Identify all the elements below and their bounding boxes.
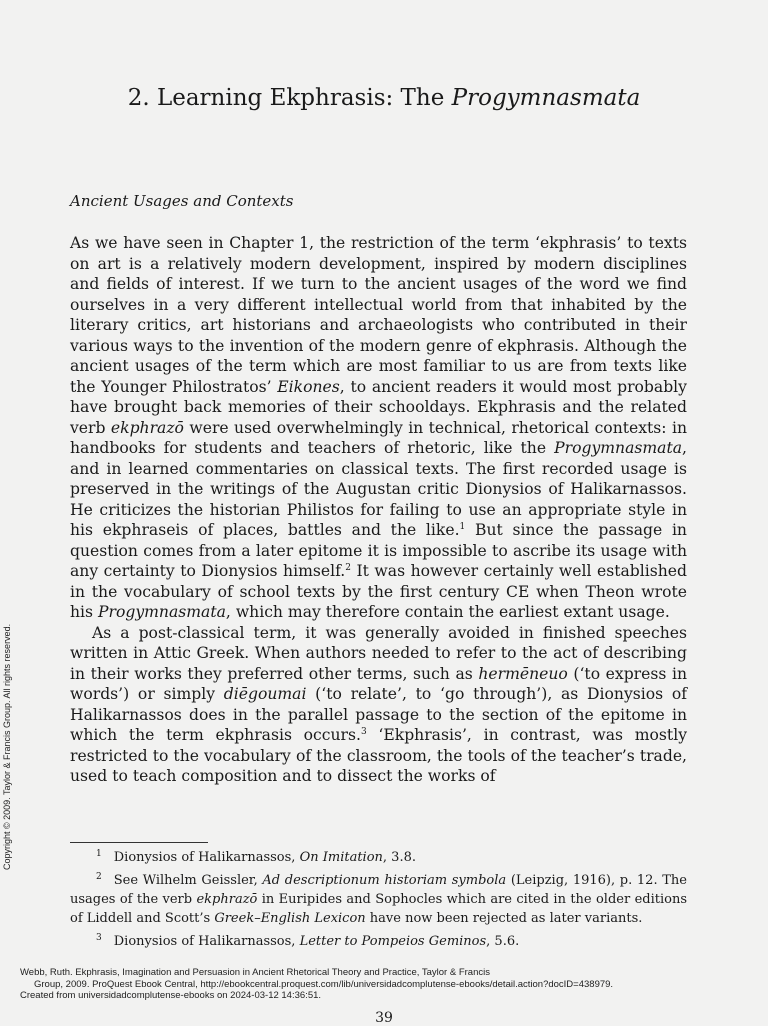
italic-text: Progymnasmata xyxy=(554,439,683,457)
page-number: 39 xyxy=(375,1010,393,1026)
text-run: have now been rejected as later variants. xyxy=(365,911,643,926)
text-run: (‘to express in words’) or simply xyxy=(70,664,687,703)
footnote-number: 3 xyxy=(96,932,102,943)
italic-text: Eikones xyxy=(277,377,340,396)
text-run: As we have seen in Chapter 1, the restriction of the term ‘ekphrasis’ to texts on art is a relatively modern development, inspired by modern disciplines and fields of interest. If we turn to the ancient usages of the word we find ourselves in a very different intellectual world from that inhabited by the literary critics, art historians and archaeologists who contributed in their various ways to the invention of the modern genre of ekphrasis. Although the ancient usages of the term which are most familiar to us are from texts like the Younger Philostratos’ xyxy=(70,234,687,396)
text-run: But since the passage in question comes from a later epitome it is impossible to ascribe its usage with any certainty to Dionysios himself. xyxy=(70,521,687,580)
italic-text: Progymnasmata xyxy=(98,603,226,621)
body-text xyxy=(70,233,687,787)
paragraph-1 xyxy=(70,233,687,623)
text-run: Dionysios of Halikarnassos, xyxy=(113,850,300,865)
italic-text: ekphrazō xyxy=(196,892,258,907)
text-run: in Euripides and Sophocles which are cited in the older editions of Liddell and Scott’s xyxy=(70,892,687,926)
italic-text: ekphrazō xyxy=(110,418,184,437)
paragraph-2 xyxy=(70,623,687,787)
text-run: , and in learned commentaries on classical texts. The first recorded usage is preserved in the writings of the Augustan critic Dionysios of Halikarnassos. He criticizes the historian Philistos for failing to use an appropriate style in his ekphraseis of places, battles and the like. xyxy=(70,439,687,539)
chapter-title-prefix: 2. Learning Ekphrasis: The xyxy=(127,85,452,111)
footnote-3 xyxy=(70,932,687,951)
footnote-2 xyxy=(70,871,687,928)
italic-text: Ad descriptionum historiam symbola xyxy=(262,873,507,888)
footnote-number: 2 xyxy=(96,871,102,882)
copyright-notice: Copyright © 2009. Taylor & Francis Group. All rights reserved. xyxy=(2,623,12,870)
chapter-title xyxy=(0,83,768,113)
text-run: Dionysios of Halikarnassos, xyxy=(113,934,300,949)
text-run: , to ancient readers it would most probably have brought back memories of their schooldays. Ekphrasis and the related verb xyxy=(70,377,687,437)
italic-text: On Imitation xyxy=(299,850,383,865)
text-run: (Leipzig, 1916), p. 12. The usages of the verb xyxy=(70,873,687,907)
section-heading: Ancient Usages and Contexts xyxy=(70,192,294,210)
text-run: As a post-classical term, it was generally avoided in finished speeches written in Attic Greek. When authors needed to refer to the act of describing in their works they preferred other terms, such as xyxy=(70,623,687,683)
footnote-ref: 3 xyxy=(360,726,367,737)
text-run: were used overwhelmingly in technical, rhetorical contexts: in handbooks for students and teachers of rhetoric, like the xyxy=(70,418,687,457)
text-run: , 5.6. xyxy=(486,934,520,949)
italic-text: Greek–English Lexicon xyxy=(214,911,366,926)
footnote-1 xyxy=(70,848,687,867)
footnotes xyxy=(70,848,687,955)
italic-text: diēgoumai xyxy=(223,685,307,703)
citation-block xyxy=(20,967,760,1002)
citation-line-2: Group, 2009. ProQuest Ebook Central, http://ebookcentral.proquest.com/lib/universidadcomplutense-ebooks/detail.action?docID=438979. xyxy=(34,978,614,990)
text-run: , which may therefore contain the earliest extant usage. xyxy=(225,603,670,621)
footnote-number: 1 xyxy=(96,848,102,859)
italic-text: hermēneuo xyxy=(478,664,568,683)
text-run: It was however certainly well established in the vocabulary of school texts by the first century CE when Theon wrote his xyxy=(70,562,687,621)
footnote-divider xyxy=(70,842,208,843)
text-run: , 3.8. xyxy=(382,850,416,865)
footnote-ref: 1 xyxy=(459,521,466,532)
text-run: ‘Ekphrasis’, in contrast, was mostly restricted to the vocabulary of the classroom, the tools of the teacher’s trade, used to teach composition and to dissect the works of xyxy=(70,726,687,785)
italic-text: Letter to Pompeios Geminos xyxy=(299,934,487,949)
citation-line-3: Created from universidadcomplutense-ebooks on 2024-03-12 14:36:51. xyxy=(20,990,322,1001)
text-run: See Wilhelm Geissler, xyxy=(113,873,263,888)
chapter-title-italic: Progymnasmata xyxy=(451,85,641,111)
footnote-ref: 2 xyxy=(345,562,351,573)
text-run: (‘to relate’, to ‘go through’), as Dionysios of Halikarnassos does in the parallel passage to the section of the epitome in which the term ekphrasis occurs. xyxy=(70,685,688,744)
citation-line-1: Webb, Ruth. Ekphrasis, Imagination and Persuasion in Ancient Rhetorical Theory and Practice, Taylor & Francis xyxy=(20,967,490,978)
